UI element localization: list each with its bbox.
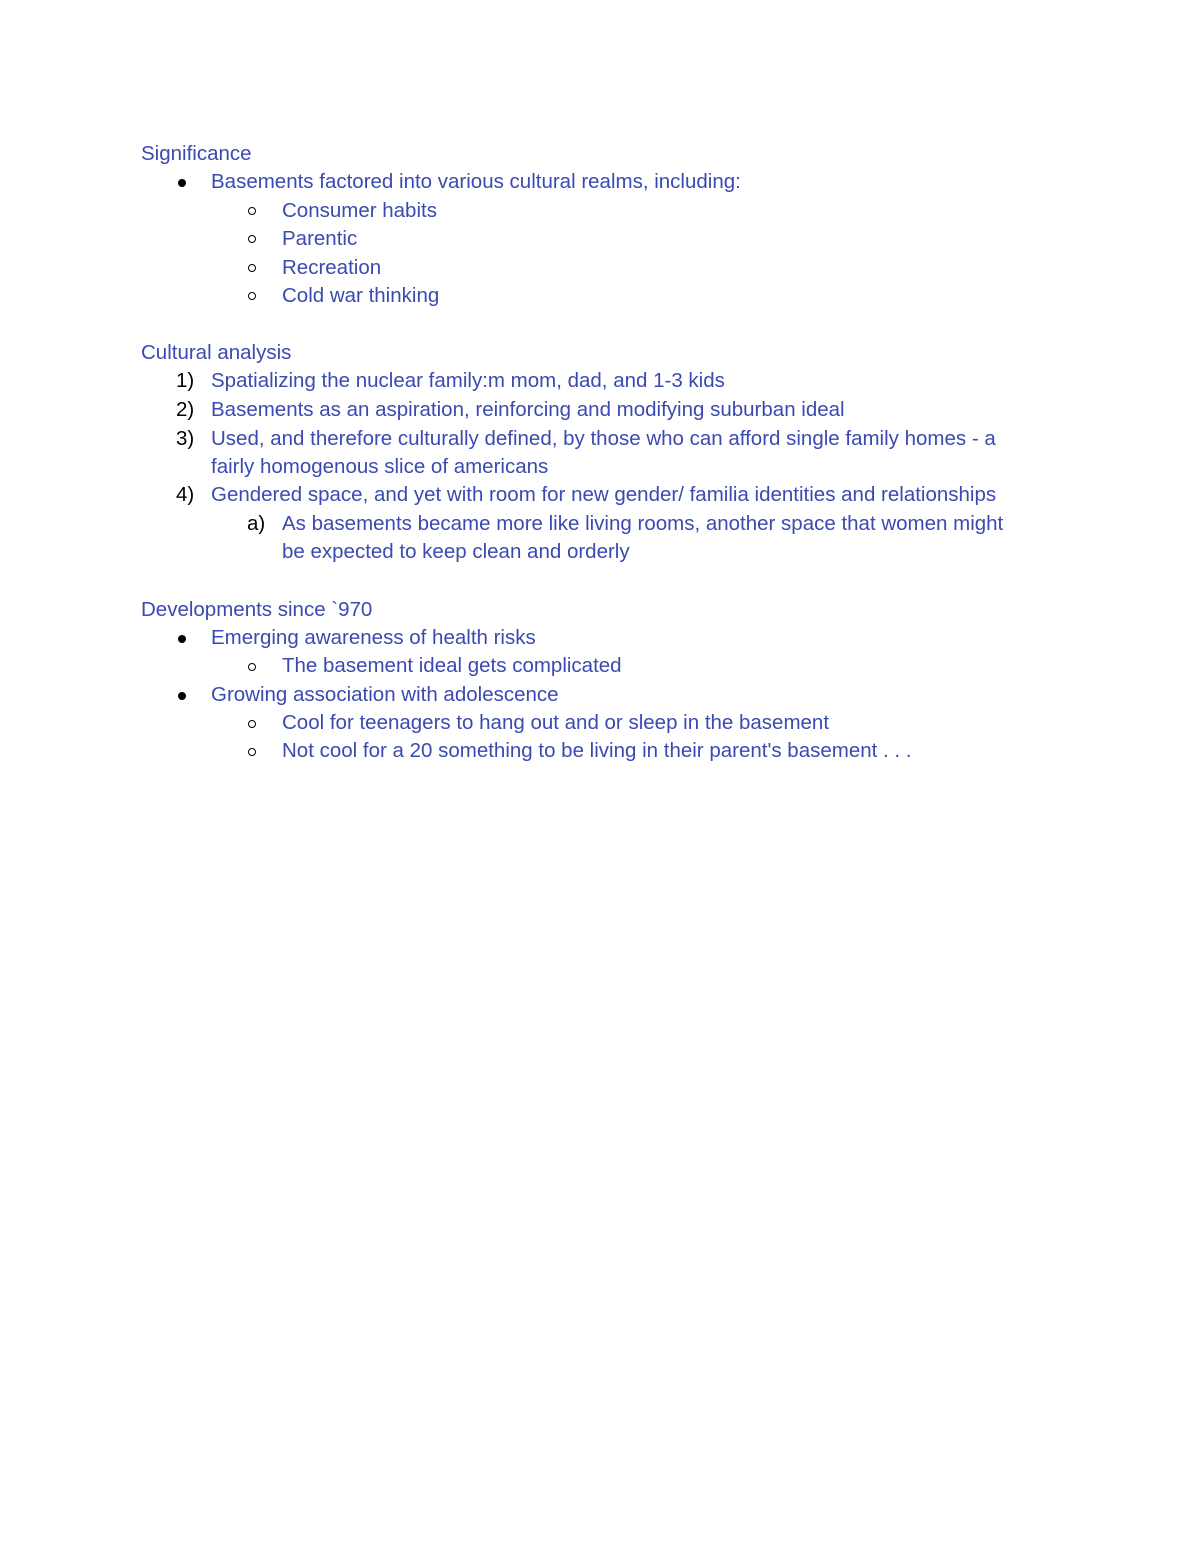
sub-list-item: The basement ideal gets complicated	[282, 654, 622, 677]
sub-list-item: Cool for teenagers to hang out and or sleep in the basement	[282, 711, 830, 734]
disc-bullet-icon	[178, 179, 186, 187]
circle-bullet-icon	[248, 264, 256, 272]
sub-list-item: Recreation	[282, 256, 382, 279]
section-heading-cultural-analysis: Cultural analysis	[141, 341, 292, 364]
list-number: 2)	[176, 398, 195, 421]
numbered-list-item: Basements as an aspiration, reinforcing and modifying suburban ideal	[211, 398, 845, 421]
circle-bullet-icon	[248, 748, 256, 756]
numbered-list-item: Gendered space, and yet with room for new gender/ familia identities and relationships	[211, 483, 997, 506]
circle-bullet-icon	[248, 720, 256, 728]
lettered-list-item-continuation: be expected to keep clean and orderly	[282, 540, 630, 563]
lettered-list-item: As basements became more like living rooms, another space that women might	[282, 512, 1004, 535]
circle-bullet-icon	[248, 663, 256, 671]
numbered-list-item: Spatializing the nuclear family:m mom, dad, and 1-3 kids	[211, 369, 725, 392]
numbered-list-item-continuation: fairly homogenous slice of americans	[211, 455, 549, 478]
circle-bullet-icon	[248, 292, 256, 300]
disc-bullet-icon	[178, 635, 186, 643]
sub-list-item: Not cool for a 20 something to be living in their parent's basement . . .	[282, 739, 912, 762]
section-heading-developments: Developments since `970	[141, 598, 373, 621]
list-item: Growing association with adolescence	[211, 683, 559, 706]
list-number: 3)	[176, 427, 195, 450]
sub-list-item: Consumer habits	[282, 199, 437, 222]
section-heading-significance: Significance	[141, 142, 252, 165]
disc-bullet-icon	[178, 692, 186, 700]
list-item: Emerging awareness of health risks	[211, 626, 536, 649]
sub-list-item: Cold war thinking	[282, 284, 440, 307]
circle-bullet-icon	[248, 207, 256, 215]
list-letter: a)	[247, 512, 266, 535]
sub-list-item: Parentic	[282, 227, 358, 250]
numbered-list-item: Used, and therefore culturally defined, by those who can afford single family homes - a	[211, 427, 996, 450]
list-item: Basements factored into various cultural realms, including:	[211, 170, 741, 193]
circle-bullet-icon	[248, 235, 256, 243]
list-number: 4)	[176, 483, 195, 506]
list-number: 1)	[176, 369, 195, 392]
